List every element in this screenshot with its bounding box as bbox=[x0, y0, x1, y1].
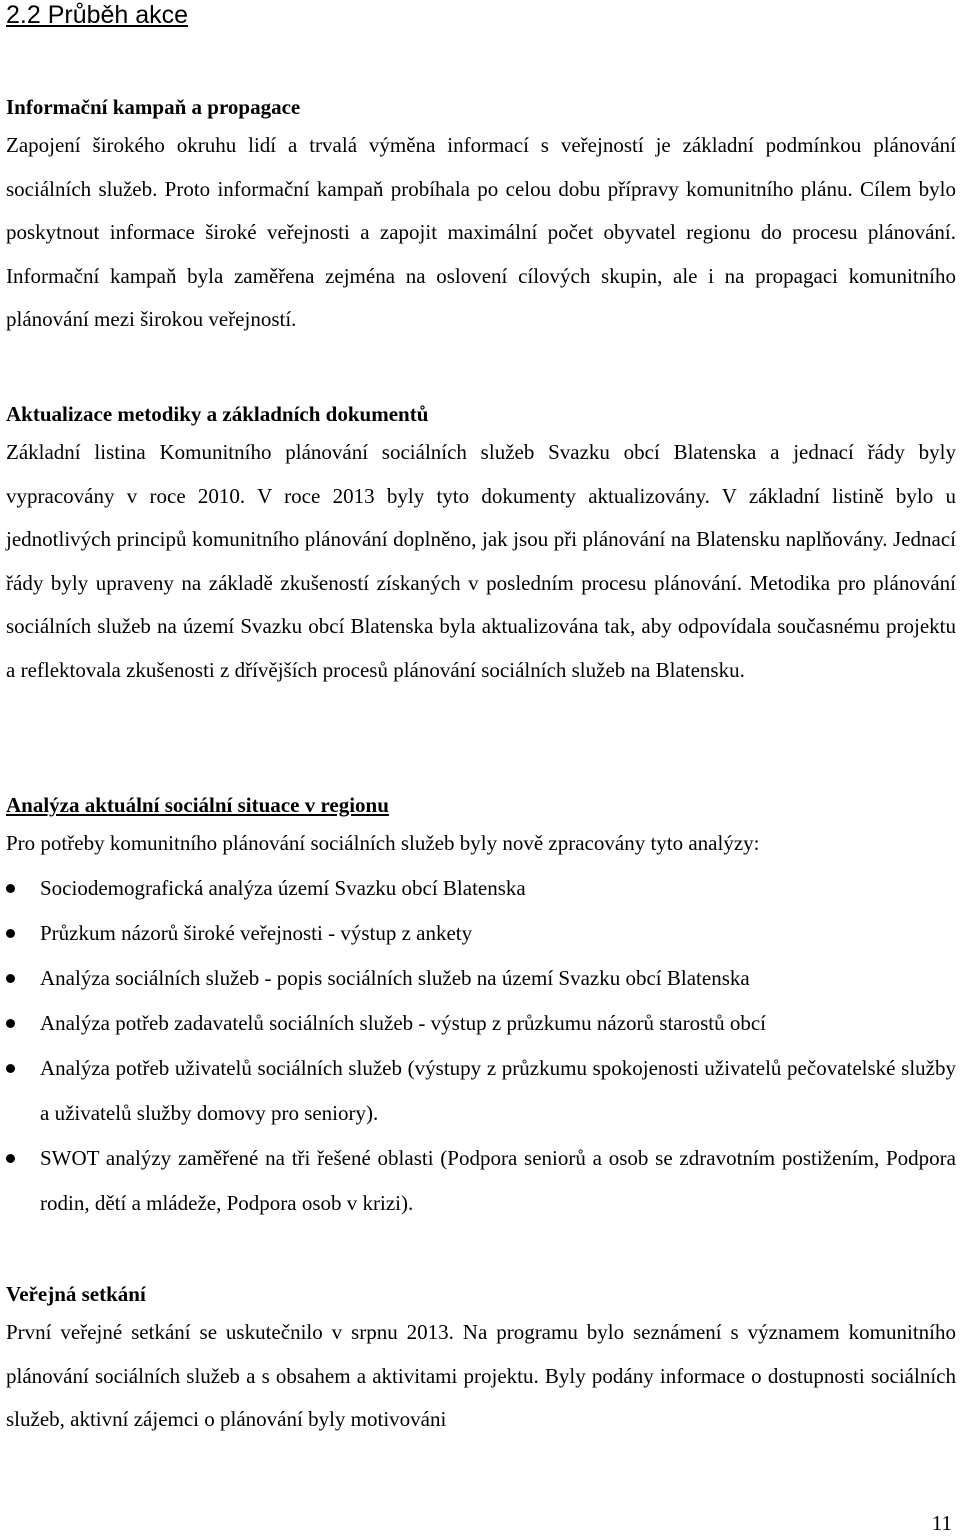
bullet-icon bbox=[6, 1154, 15, 1163]
section-intro: Pro potřeby komunitního plánování sociálních služeb byly nově zpracovány tyto analýzy: bbox=[6, 831, 760, 855]
section-heading: Analýza aktuální sociální situace v regionu bbox=[6, 793, 389, 817]
list-item: Analýza potřeb uživatelů sociálních služeb (výstupy z průzkumu spokojenosti uživatelů pečovatelské služby a uživatelů služby domovy pro seniory). bbox=[6, 1046, 956, 1136]
list-item: Průzkum názorů široké veřejnosti - výstup z ankety bbox=[6, 911, 956, 956]
analysis-list bbox=[6, 866, 956, 1226]
section-heading: Aktualizace metodiky a základních dokumentů bbox=[6, 402, 429, 426]
section-aktualizace-metodiky bbox=[6, 400, 956, 693]
section-heading: Veřejná setkání bbox=[6, 1282, 146, 1306]
section-informacni-kampan bbox=[6, 93, 956, 342]
page-number: 11 bbox=[931, 1511, 952, 1535]
list-item: SWOT analýzy zaměřené na tři řešené oblasti (Podpora seniorů a osob se zdravotním postižením, Podpora rodin, dětí a mládeže, Podpora osob v krizi). bbox=[6, 1136, 956, 1226]
section-analyza-situace bbox=[6, 791, 956, 1226]
chapter-title: 2.2 Průběh akce bbox=[6, 1, 189, 29]
section-paragraph: První veřejné setkání se uskutečnilo v srpnu 2013. Na programu bylo seznámení s významem komunitního plánování sociálních služeb a s obsahem a aktivitami projektu. Byly podány informace o dostupnosti sociálních služeb, aktivní zájemci o plánování byly motivováni bbox=[6, 1320, 956, 1432]
section-paragraph: Zapojení širokého okruhu lidí a trvalá výměna informací s veřejností je základní podmínkou plánování sociálních služeb. Proto informační kampaň probíhala po celou dobu přípravy komunitního plánu. Cílem bylo poskytnout informace široké veřejnosti a zapojit maximální počet obyvatel regionu do procesu plánování. Informační kampaň byla zaměřena zejména na oslovení cílových skupin, ale i na propagaci komunitního plánování mezi širokou veřejností. bbox=[6, 133, 956, 332]
bullet-icon bbox=[6, 1064, 15, 1073]
bullet-icon bbox=[6, 1019, 15, 1028]
section-paragraph: Základní listina Komunitního plánování sociálních služeb Svazku obcí Blatenska a jednací řády byly vypracovány v roce 2010. V roce 2013 byly tyto dokumenty aktualizovány. V základní listině bylo u jednotlivých principů komunitního plánování doplněno, jak jsou při plánování na Blatensku naplňovány. Jednací řády byly upraveny na základě zkušeností získaných v posledním procesu plánování. Metodika pro plánování sociálních služeb na území Svazku obcí Blatenska byla aktualizována tak, aby odpovídala současnému projektu a reflektovala zkušenosti z dřívějších procesů plánování sociálních služeb na Blatensku. bbox=[6, 440, 956, 682]
list-item: Analýza potřeb zadavatelů sociálních služeb - výstup z průzkumu názorů starostů obcí bbox=[6, 1001, 956, 1046]
bullet-icon bbox=[6, 929, 15, 938]
list-item: Sociodemografická analýza území Svazku obcí Blatenska bbox=[6, 866, 956, 911]
list-item: Analýza sociálních služeb - popis sociálních služeb na území Svazku obcí Blatenska bbox=[6, 956, 956, 1001]
bullet-icon bbox=[6, 974, 15, 983]
section-heading: Informační kampaň a propagace bbox=[6, 95, 301, 119]
section-verejna-setkani bbox=[6, 1280, 956, 1442]
bullet-icon bbox=[6, 884, 15, 893]
